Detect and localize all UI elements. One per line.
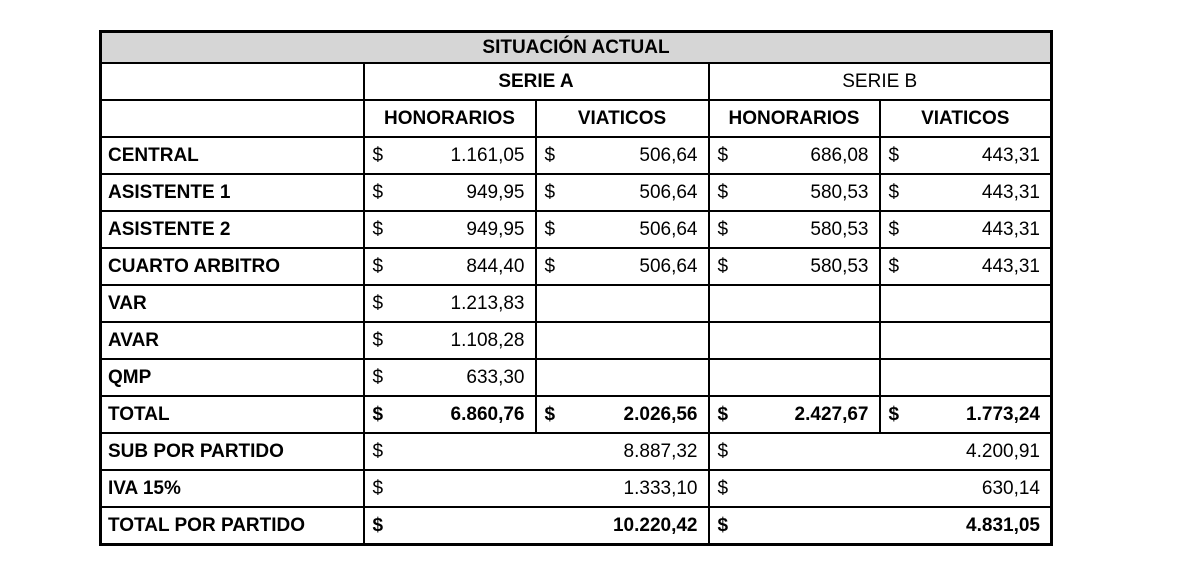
row-label: ASISTENTE 2 <box>101 211 364 248</box>
spreadsheet-table-container <box>99 30 1053 546</box>
row-label: CENTRAL <box>101 137 364 174</box>
amount-cell <box>364 174 536 211</box>
currency-symbol: $ <box>888 144 900 166</box>
amount-cell <box>709 396 880 433</box>
currency-symbol: $ <box>888 403 900 425</box>
table-row-var <box>101 285 1052 322</box>
amount-cell <box>709 248 880 285</box>
group-header-serie-b: SERIE B <box>709 63 1052 100</box>
table-row-total-por-partido <box>101 507 1052 545</box>
merged-amount-cell-serie-a <box>364 507 709 545</box>
table-row-sub-por-partido <box>101 433 1052 470</box>
amount-value: 633,30 <box>466 366 525 388</box>
amount-cell <box>536 396 709 433</box>
amount-cell <box>880 211 1052 248</box>
currency-symbol: $ <box>372 514 384 536</box>
amount-value: 949,95 <box>466 181 525 203</box>
corner-empty-cell <box>101 100 364 137</box>
currency-symbol: $ <box>372 366 384 388</box>
currency-symbol: $ <box>717 144 729 166</box>
column-header-honorarios-b: HONORARIOS <box>709 100 880 137</box>
situacion-actual-table <box>99 30 1053 546</box>
amount-cell <box>880 248 1052 285</box>
currency-symbol: $ <box>372 329 384 351</box>
column-header-honorarios-a: HONORARIOS <box>364 100 536 137</box>
amount-value: 1.333,10 <box>623 477 698 499</box>
group-header-serie-a: SERIE A <box>364 63 709 100</box>
amount-value: 443,31 <box>981 181 1040 203</box>
row-label: TOTAL POR PARTIDO <box>101 507 364 545</box>
merged-amount-cell-serie-a <box>364 470 709 507</box>
amount-cell <box>364 359 536 396</box>
row-label: CUARTO ARBITRO <box>101 248 364 285</box>
amount-value: 1.213,83 <box>450 292 525 314</box>
currency-symbol: $ <box>372 218 384 240</box>
amount-cell <box>364 137 536 174</box>
amount-value: 1.108,28 <box>450 329 525 351</box>
empty-cell <box>536 285 709 322</box>
empty-cell <box>709 359 880 396</box>
empty-cell <box>880 285 1052 322</box>
amount-cell <box>364 322 536 359</box>
amount-cell <box>709 174 880 211</box>
amount-value: 2.026,56 <box>623 403 698 425</box>
table-row-asistente-2 <box>101 211 1052 248</box>
amount-value: 844,40 <box>466 255 525 277</box>
amount-value: 8.887,32 <box>623 440 698 462</box>
amount-cell <box>536 211 709 248</box>
currency-symbol: $ <box>372 144 384 166</box>
column-header-viaticos-a: VIATICOS <box>536 100 709 137</box>
amount-value: 443,31 <box>981 218 1040 240</box>
currency-symbol: $ <box>717 403 729 425</box>
amount-value: 1.773,24 <box>966 403 1040 425</box>
empty-cell <box>880 322 1052 359</box>
currency-symbol: $ <box>372 403 384 425</box>
group-header-row <box>101 63 1052 100</box>
currency-symbol: $ <box>717 440 729 462</box>
column-header-row <box>101 100 1052 137</box>
table-row-cuarto-arbitro <box>101 248 1052 285</box>
row-label: ASISTENTE 1 <box>101 174 364 211</box>
currency-symbol: $ <box>717 218 729 240</box>
currency-symbol: $ <box>717 514 729 536</box>
currency-symbol: $ <box>888 218 900 240</box>
table-row-avar <box>101 322 1052 359</box>
currency-symbol: $ <box>544 403 556 425</box>
row-label: IVA 15% <box>101 470 364 507</box>
amount-value: 1.161,05 <box>450 144 525 166</box>
amount-cell <box>364 211 536 248</box>
amount-cell <box>709 211 880 248</box>
merged-amount-cell-serie-b <box>709 433 1052 470</box>
amount-value: 2.427,67 <box>794 403 869 425</box>
amount-value: 506,64 <box>639 255 698 277</box>
amount-value: 580,53 <box>810 218 869 240</box>
table-row-central <box>101 137 1052 174</box>
currency-symbol: $ <box>888 181 900 203</box>
currency-symbol: $ <box>544 181 556 203</box>
amount-value: 4.200,91 <box>966 440 1040 462</box>
currency-symbol: $ <box>372 440 384 462</box>
currency-symbol: $ <box>888 255 900 277</box>
amount-cell <box>364 285 536 322</box>
amount-value: 630,14 <box>981 477 1040 499</box>
row-label: AVAR <box>101 322 364 359</box>
empty-cell <box>709 322 880 359</box>
amount-value: 580,53 <box>810 181 869 203</box>
row-label: TOTAL <box>101 396 364 433</box>
merged-amount-cell-serie-a <box>364 433 709 470</box>
empty-cell <box>536 322 709 359</box>
currency-symbol: $ <box>544 218 556 240</box>
amount-cell <box>536 248 709 285</box>
empty-cell <box>536 359 709 396</box>
merged-amount-cell-serie-b <box>709 507 1052 545</box>
currency-symbol: $ <box>717 477 729 499</box>
row-label: QMP <box>101 359 364 396</box>
amount-value: 443,31 <box>981 144 1040 166</box>
amount-cell <box>880 396 1052 433</box>
currency-symbol: $ <box>372 477 384 499</box>
amount-cell <box>364 396 536 433</box>
row-label: SUB POR PARTIDO <box>101 433 364 470</box>
amount-cell <box>709 137 880 174</box>
table-title-row <box>101 32 1052 64</box>
currency-symbol: $ <box>544 144 556 166</box>
empty-cell <box>709 285 880 322</box>
table-row-qmp <box>101 359 1052 396</box>
amount-value: 6.860,76 <box>450 403 525 425</box>
currency-symbol: $ <box>372 181 384 203</box>
amount-value: 506,64 <box>639 218 698 240</box>
amount-value: 443,31 <box>981 255 1040 277</box>
currency-symbol: $ <box>717 181 729 203</box>
table-title: SITUACIÓN ACTUAL <box>101 32 1052 64</box>
currency-symbol: $ <box>717 255 729 277</box>
amount-cell <box>536 137 709 174</box>
table-row-iva-15 <box>101 470 1052 507</box>
currency-symbol: $ <box>544 255 556 277</box>
amount-cell <box>880 174 1052 211</box>
empty-cell <box>880 359 1052 396</box>
amount-cell <box>536 174 709 211</box>
currency-symbol: $ <box>372 255 384 277</box>
amount-value: 506,64 <box>639 181 698 203</box>
table-row-asistente-1 <box>101 174 1052 211</box>
amount-value: 686,08 <box>810 144 869 166</box>
corner-empty-cell <box>101 63 364 100</box>
table-row-total <box>101 396 1052 433</box>
currency-symbol: $ <box>372 292 384 314</box>
column-header-viaticos-b: VIATICOS <box>880 100 1052 137</box>
amount-value: 506,64 <box>639 144 698 166</box>
merged-amount-cell-serie-b <box>709 470 1052 507</box>
amount-value: 580,53 <box>810 255 869 277</box>
amount-value: 10.220,42 <box>612 514 698 536</box>
amount-cell <box>364 248 536 285</box>
amount-cell <box>880 137 1052 174</box>
row-label: VAR <box>101 285 364 322</box>
amount-value: 949,95 <box>466 218 525 240</box>
amount-value: 4.831,05 <box>966 514 1040 536</box>
